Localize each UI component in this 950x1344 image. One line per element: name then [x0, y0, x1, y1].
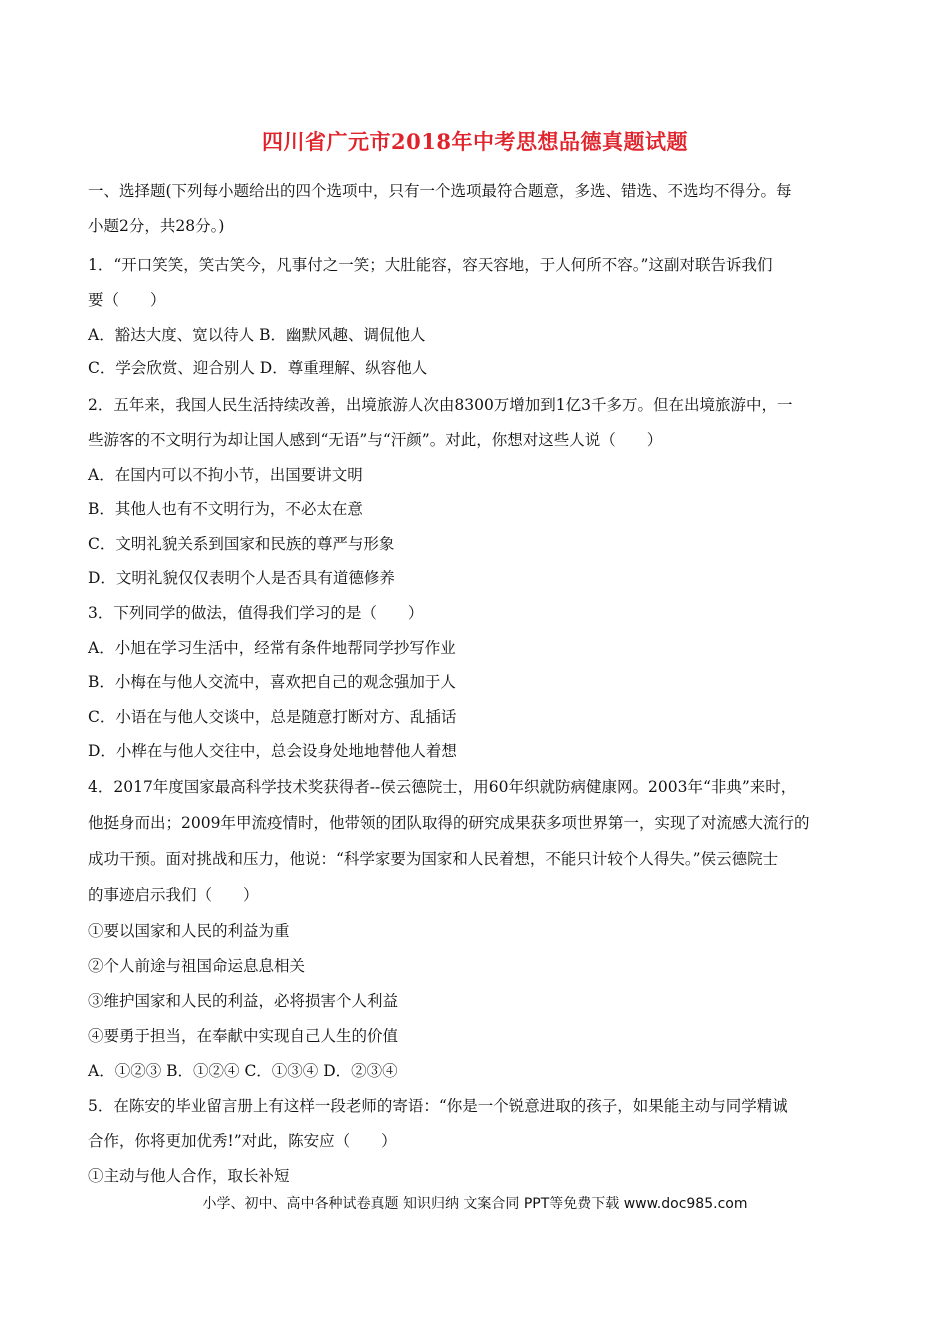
question-4-stem-cont: 成功干预。面对挑战和压力，他说：“科学家要为国家和人民着想，不能只计较个人得失。”侯云德院士 [88, 850, 779, 868]
question-4-stem: 4．2017年度国家最高科学技术奖获得者--侯云德院士，用60年织就防病健康网。2003年“非典”来时， [88, 778, 797, 796]
question-4-stem-cont: 他挺身而出；2009年甲流疫情时，他带领的团队取得的研究成果获多项世界第一，实现了对流感大流行的 [88, 814, 810, 832]
question-4-statement-4: ④要勇于担当，在奉献中实现自己人生的价值 [88, 1027, 399, 1045]
question-3-option-b: B．小梅在与他人交流中，喜欢把自己的观念强加于人 [88, 673, 456, 691]
question-5-stem-cont: 合作，你将更加优秀!”对此，陈安应（ ） [88, 1132, 397, 1150]
question-5-statement-1: ①主动与他人合作，取长补短 [88, 1167, 290, 1185]
question-1-options-cd: C．学会欣赏、迎合别人 D．尊重理解、纵容他人 [88, 359, 428, 377]
page-footer: 小学、初中、高中各种试卷真题 知识归纳 文案合同 PPT等免费下载 www.doc985.com [202, 1196, 748, 1212]
question-3-option-a: A．小旭在学习生活中，经常有条件地帮同学抄写作业 [88, 639, 456, 657]
question-2-option-d: D．文明礼貌仅仅表明个人是否具有道德修养 [88, 569, 395, 587]
question-3-stem: 3．下列同学的做法，值得我们学习的是（ ） [88, 604, 424, 622]
question-1-stem: 1．“开口笑笑，笑古笑今，凡事付之一笑；大肚能容，容天容地，于人何所不容。”这副对联告诉我们 [88, 256, 773, 274]
section-heading: 一、选择题(下列每小题给出的四个选项中，只有一个选项最符合题意，多选、错选、不选均不得分。每 [88, 182, 792, 200]
question-5-stem: 5．在陈安的毕业留言册上有这样一段老师的寄语：“你是一个锐意进取的孩子，如果能主动与同学精诚 [88, 1097, 788, 1115]
question-4-statement-2: ②个人前途与祖国命运息息相关 [88, 957, 306, 975]
question-2-stem-cont: 些游客的不文明行为却让国人感到“无语”与“汗颜”。对此，你想对这些人说（ ） [88, 431, 663, 449]
question-1-stem-cont: 要（ ） [88, 291, 166, 309]
question-1-options-ab: A．豁达大度、宽以待人 B．幽默风趣、调侃他人 [88, 326, 426, 344]
question-2-stem: 2．五年来，我国人民生活持续改善，出境旅游人次由8300万增加到1亿3千多万。但在出境旅游中，一 [88, 396, 793, 414]
question-2-option-c: C．文明礼貌关系到国家和民族的尊严与形象 [88, 535, 395, 553]
question-4-options: A．①②③ B．①②④ C．①③④ D．②③④ [88, 1062, 398, 1080]
question-3-option-c: C．小语在与他人交谈中，总是随意打断对方、乱插话 [88, 708, 457, 726]
question-4-statement-3: ③维护国家和人民的利益，必将损害个人利益 [88, 992, 399, 1010]
question-4-statement-1: ①要以国家和人民的利益为重 [88, 922, 290, 940]
question-2-option-b: B．其他人也有不文明行为，不必太在意 [88, 500, 363, 518]
question-2-option-a: A．在国内可以不拘小节，出国要讲文明 [88, 466, 363, 484]
page-title: 四川省广元市2018年中考思想品德真题试题 [262, 129, 688, 154]
question-4-stem-cont: 的事迹启示我们（ ） [88, 886, 259, 904]
section-heading-cont: 小题2分，共28分。) [88, 217, 225, 235]
question-3-option-d: D．小桦在与他人交往中，总会设身处地地替他人着想 [88, 742, 457, 760]
